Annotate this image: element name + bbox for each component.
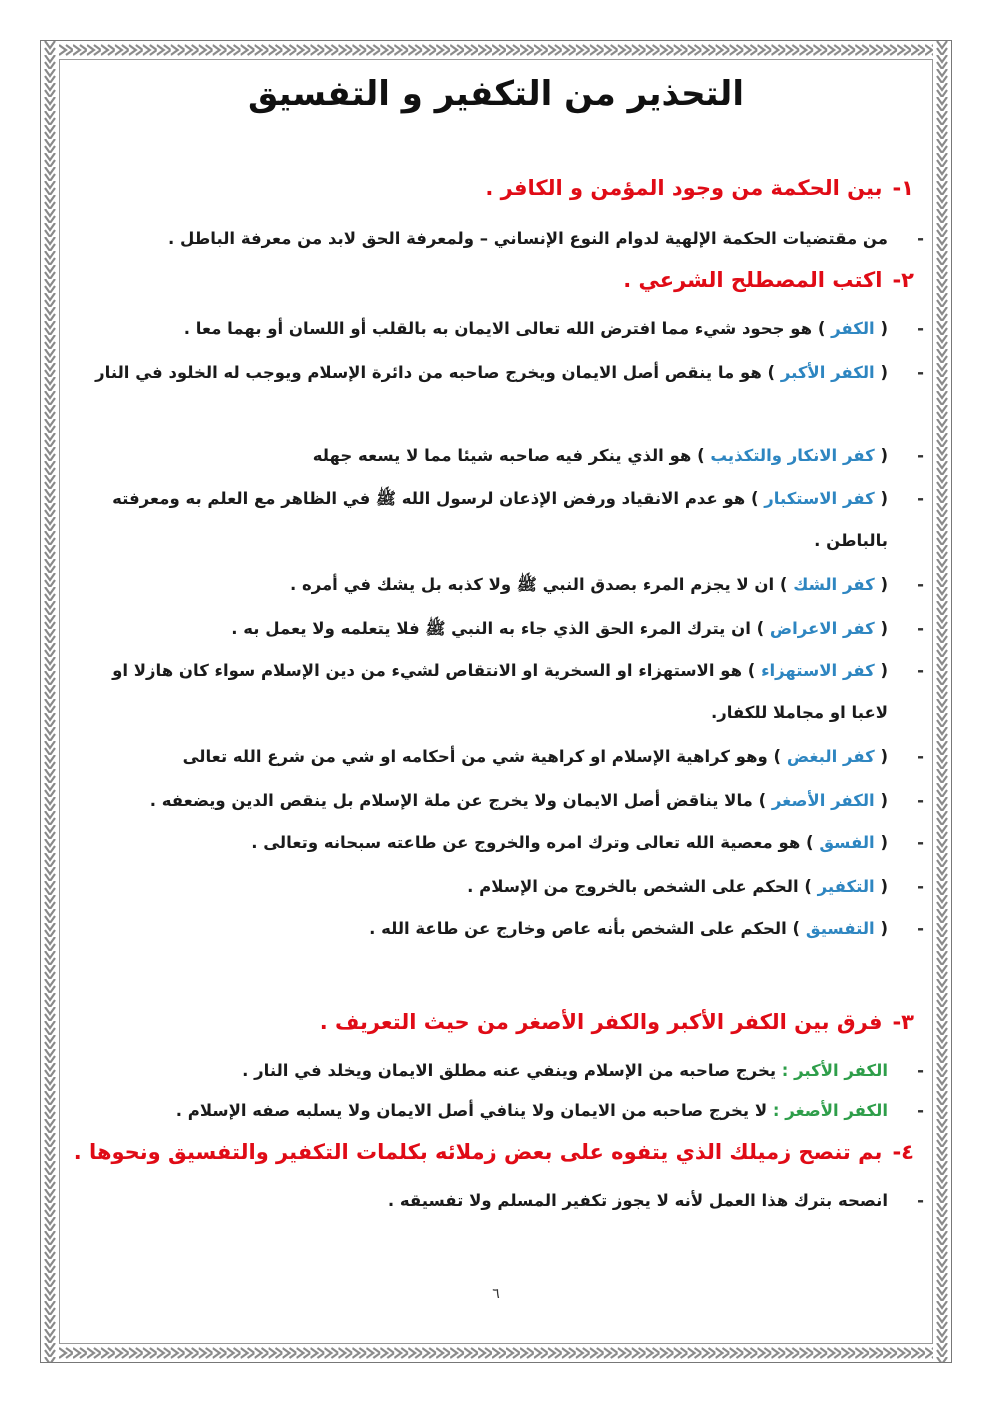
term-label: الكفر الأصغر : [772,1101,888,1120]
list-item: - ( كفر البغض ) وهو كراهية الإسلام او كراهية شي من أحكامه او شي من شرع الله تعالى [80,736,888,778]
bullet-dash: - [917,661,924,680]
list-item: - ( الكفر الأصغر ) مالا يناقض أصل الايمان ولا يخرج عن ملة الإسلام بل ينقص الدين ويضعفه . [80,780,888,822]
bullet-dash: - [917,229,924,248]
item-text: ان لا يجزم المرء بصدق النبي ﷺ ولا كذبه بل يشك في أمره . [289,575,775,594]
item-text: الحكم على الشخص بأنه عاص وخارج عن طاعة الله . [369,919,787,938]
page-title: التحذير من التكفير و التفسيق [248,74,744,114]
list-item [80,218,924,260]
bullet-dash: - [917,363,924,382]
border-pattern-top [59,41,933,59]
list-item: - ( كفر الشك ) ان لا يجزم المرء بصدق النبي ﷺ ولا كذبه بل يشك في أمره . [80,564,888,606]
bullet-dash: - [917,877,924,896]
bullet-dash: - [917,619,924,638]
bullet-dash: - [917,446,924,465]
item-text: هو ما ينقص أصل الايمان ويخرج صاحبه من دائرة الإسلام ويوجب له الخلود في النار [95,363,762,382]
term-label: الفسق [819,833,875,852]
term-label: الكفر الأكبر [780,363,875,382]
item-text: الحكم على الشخص بالخروج من الإسلام . [467,877,799,896]
page-content [60,60,932,1343]
bullet-dash: - [917,489,924,508]
section-number: ٣- [892,1010,914,1034]
list-item: - ( كفر الاعراض ) ان يترك المرء الحق الذي جاء به النبي ﷺ فلا يتعلمه ولا يعمل به . [80,608,888,650]
list-item [80,1180,924,1222]
bullet-dash: - [917,919,924,938]
section-heading [60,176,914,200]
term-label: كفر الشك [793,575,875,594]
list-item: - ( الكفر الأكبر ) هو ما ينقص أصل الايمان ويخرج صاحبه من دائرة الإسلام ويوجب له الخلود في النار [80,352,888,394]
item-text: انصحه بترك هذا العمل لأنه لا يجوز تكفير المسلم ولا تفسيقه . [387,1191,888,1210]
border-pattern-right [933,41,951,1362]
term-label: التفسيق [805,919,875,938]
bullet-dash: - [917,1061,924,1080]
term-label: كفر الاستهزاء [761,661,875,680]
list-item: - ( كفر الانكار والتكذيب ) هو الذي ينكر فيه صاحبه شيئا مما لا يسعه جهله [80,435,888,477]
item-text: هو الاستهزاء او السخرية او الانتقاص لشيء من دين الإسلام سواء كان هازلا او لاعبا او مجاملا للكفار. [112,661,888,722]
term-label: التكفير [817,877,875,896]
term-label: الكفر الأصغر [771,791,875,810]
list-item: - ( التفسيق ) الحكم على الشخص بأنه عاص وخارج عن طاعة الله . [80,908,888,950]
item-text: هو معصية الله تعالى وترك امره والخروج عن طاعته سبحانه وتعالى . [251,833,801,852]
bullet-dash: - [917,1101,924,1120]
bullet-dash: - [917,575,924,594]
bullet-dash: - [917,319,924,338]
list-item: - ( التكفير ) الحكم على الشخص بالخروج من الإسلام . [80,866,888,908]
bullet-dash: - [917,1191,924,1210]
list-item: - ( الكفر ) هو جحود شيء مما افترض الله تعالى الايمان به بالقلب أو اللسان أو بهما معا . [80,308,888,350]
list-item [80,1090,924,1132]
list-item: - ( كفر الاستكبار ) هو عدم الانقياد ورفض الإذعان لرسول الله ﷺ في الظاهر مع العلم به ومعرفته بالباطن . [80,478,888,562]
border-pattern-bottom [59,1344,933,1362]
section-heading-text: اكتب المصطلح الشرعي . [623,268,883,292]
bullet-dash: - [917,833,924,852]
list-item: - ( كفر الاستهزاء ) هو الاستهزاء او السخرية او الانتقاص لشيء من دين الإسلام سواء كان هازلا او لاعبا او مجاملا للكفار. [80,650,888,734]
term-label: كفر الاعراض [769,619,875,638]
item-text: هو الذي ينكر فيه صاحبه شيئا مما لا يسعه جهله [312,446,692,465]
section-heading [60,268,914,292]
section-heading-text: فرق بين الكفر الأكبر والكفر الأصغر من حيث التعريف . [319,1010,883,1034]
term-label: الكفر الأكبر : [781,1061,888,1080]
item-text: لا يخرج صاحبه من الايمان ولا ينافي أصل الايمان ولا يسلبه صفه الإسلام . [175,1101,768,1120]
term-label: كفر البغض [786,747,875,766]
term-label: كفر الاستكبار [764,489,875,508]
item-text: يخرج صاحبه من الإسلام وينفي عنه مطلق الايمان ويخلد في النار . [242,1061,777,1080]
item-text: هو عدم الانقياد ورفض الإذعان لرسول الله ﷺ في الظاهر مع العلم به ومعرفته بالباطن . [112,489,888,550]
item-text: من مقتضيات الحكمة الإلهية لدوام النوع الإنساني – ولمعرفة الحق لابد من معرفة الباطل . [168,229,888,248]
section-number: ١- [892,176,914,200]
section-heading [60,1010,914,1034]
term-label: كفر الانكار والتكذيب [710,446,875,465]
border-pattern-left [41,41,59,1362]
list-item [80,1050,924,1092]
item-text: وهو كراهية الإسلام او كراهية شي من أحكامه او شي من شرع الله تعالى [182,747,768,766]
list-item: - ( الفسق ) هو معصية الله تعالى وترك امره والخروج عن طاعته سبحانه وتعالى . [80,822,888,864]
section-number: ٢- [892,268,914,292]
item-text: ان يترك المرء الحق الذي جاء به النبي ﷺ فلا يتعلمه ولا يعمل به . [231,619,751,638]
item-text: هو جحود شيء مما افترض الله تعالى الايمان به بالقلب أو اللسان أو بهما معا . [183,319,813,338]
page-number: ٦ [492,1286,500,1302]
section-heading-text: بين الحكمة من وجود المؤمن و الكافر . [485,176,883,200]
section-number: ٤- [892,1140,914,1164]
section-heading-text: بم تنصح زميلك الذي يتفوه على بعض زملائه بكلمات التكفير والتفسيق ونحوها . [73,1140,883,1164]
section-heading [60,1140,914,1164]
item-text: مالا يناقض أصل الايمان ولا يخرج عن ملة الإسلام بل ينقص الدين ويضعفه . [149,791,753,810]
bullet-dash: - [917,747,924,766]
bullet-dash: - [917,791,924,810]
term-label: الكفر [831,319,875,338]
